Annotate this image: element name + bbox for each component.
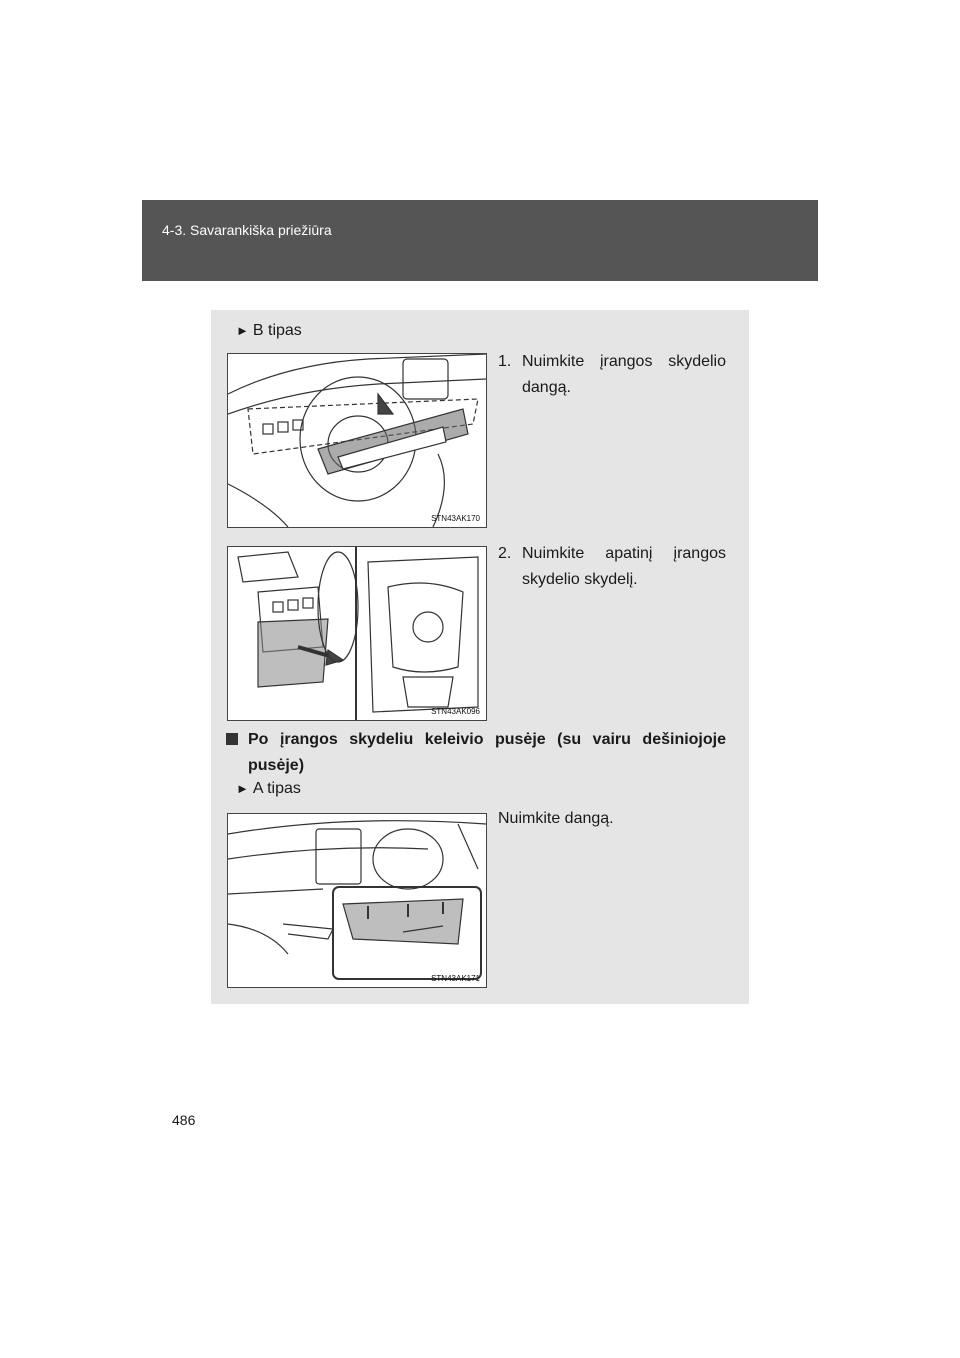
figure-code: STN43AK170 (431, 514, 480, 523)
step-text: Nuimkite įrangos skydelio dangą. (522, 353, 726, 396)
type-b-label: ► B tipas (236, 322, 302, 339)
triangle-bullet-icon: ► (236, 323, 249, 338)
triangle-bullet-icon: ► (236, 781, 249, 796)
type-a-instruction: Nuimkite dangą. (498, 810, 614, 827)
figure-code: STN43AK171 (431, 974, 480, 983)
step-1 (498, 349, 726, 401)
page-number: 486 (172, 1112, 196, 1128)
step-number: 1. (498, 353, 512, 370)
step-number: 2. (498, 545, 512, 562)
figure-instrument-panel-cover (227, 353, 487, 528)
step-2 (498, 541, 726, 593)
figure-code: STN43AK096 (431, 707, 480, 716)
dashboard-illustration-3 (228, 814, 486, 987)
dashboard-illustration-2 (228, 547, 486, 720)
square-bullet-icon (226, 733, 238, 745)
chapter-header (142, 200, 818, 281)
type-a-label: ► A tipas (236, 780, 301, 797)
step-text: Nuimkite apatinį įrangos skydelio skydelį. (522, 545, 726, 588)
dashboard-illustration-1 (228, 354, 486, 527)
section-title: 4-3. Savarankiška priežiūra (162, 222, 332, 238)
figure-passenger-cover (227, 813, 487, 988)
section-heading: Po įrangos skydeliu keleivio pusėje (su vairu dešiniojoje pusėje) (226, 727, 726, 779)
figure-lower-panel (227, 546, 487, 721)
